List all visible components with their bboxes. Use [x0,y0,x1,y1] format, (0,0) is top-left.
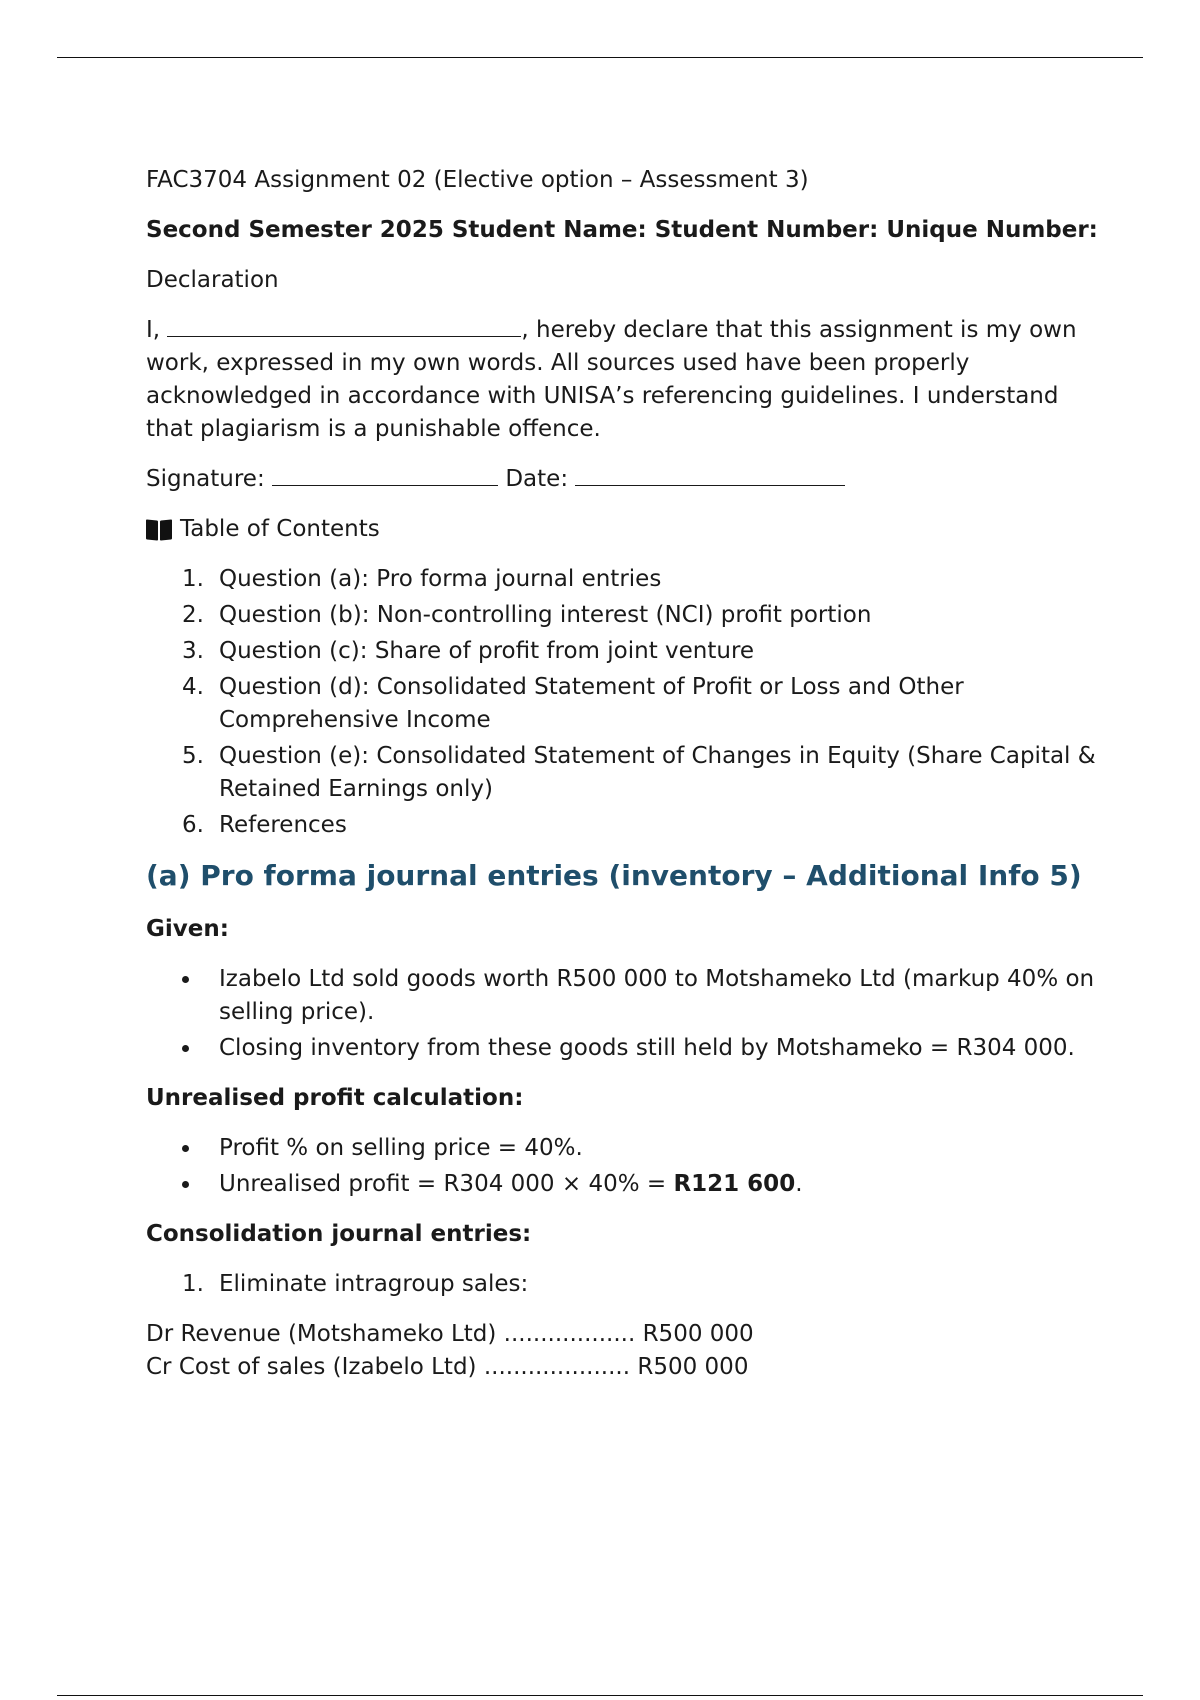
list-item [146,1132,1106,1165]
signature-blank-line[interactable] [272,463,498,486]
given-list [146,963,1106,1065]
unrealised-profit-list [146,1132,1106,1201]
bullet-icon [182,1045,189,1052]
toc-item-label: Question (b): Non-controlling interest (NCI) profit portion [219,602,872,628]
toc-item-label: References [219,812,347,838]
toc-item-label: Question (d): Consolidated Statement of Profit or Loss and Other Comprehensive Income [219,674,964,733]
toc-item-label: Question (c): Share of profit from joint venture [219,638,755,664]
list-item [146,1268,1106,1301]
date-blank-line[interactable] [575,463,845,486]
signature-line [146,463,1106,496]
formula-end: . [795,1171,803,1197]
course-title: FAC3704 Assignment 02 (Elective option – Assessment 3) [146,167,809,193]
toc-item[interactable] [146,635,1106,668]
toc-item[interactable] [146,809,1106,842]
list-item [146,963,1106,1029]
unrealised-formula: Unrealised profit = R304 000 × 40% = [219,1171,674,1197]
open-book-icon [146,520,172,540]
toc-item[interactable] [146,563,1106,596]
declaration-prefix: I, [146,317,168,343]
top-rule [57,57,1143,58]
signature-label: Signature: [146,466,273,492]
date-label: Date: [498,466,576,492]
journal-entries-heading: Consolidation journal entries: [146,1221,532,1247]
toc-heading-label: Table of Contents [180,516,380,542]
list-item [146,1168,1106,1201]
toc-list [146,563,1106,842]
bottom-rule [57,1695,1143,1696]
toc-item-label: Question (a): Pro forma journal entries [219,566,662,592]
list-item-text: Profit % on selling price = 40%. [219,1135,583,1161]
toc-heading [146,513,1106,546]
toc-item-number: 5. [182,743,204,769]
toc-item-number: 3. [182,638,204,664]
bullet-icon [182,1145,189,1152]
unrealised-profit-heading: Unrealised profit calculation: [146,1085,524,1111]
toc-item-label: Question (e): Consolidated Statement of Changes in Equity (Share Capital & Retained Earnings only) [219,743,1096,802]
semester-student-line: Second Semester 2025 Student Name: Student Number: Unique Number: [146,217,1098,243]
unrealised-profit-amount: R121 600 [673,1171,796,1197]
list-item [146,1032,1106,1065]
journal-line-credit: Cr Cost of sales (Izabelo Ltd) .................... R500 000 [146,1354,749,1380]
step-label: Eliminate intragroup sales: [219,1271,529,1297]
toc-item-number: 6. [182,812,204,838]
toc-item[interactable] [146,599,1106,632]
document-page [146,164,1106,1384]
name-blank-line[interactable] [167,314,521,337]
toc-item[interactable] [146,740,1106,806]
given-heading: Given: [146,916,229,942]
list-item-text: Closing inventory from these goods still held by Motshameko = R304 000. [219,1035,1075,1061]
toc-item[interactable] [146,671,1106,737]
journal-steps-list [146,1268,1106,1301]
toc-item-number: 1. [182,566,204,592]
declaration-heading: Declaration [146,267,279,293]
journal-line-debit: Dr Revenue (Motshameko Ltd) .................. R500 000 [146,1321,754,1347]
step-number: 1. [182,1271,204,1297]
bullet-icon [182,976,189,983]
declaration-text: , hereby declare that this assignment is my own work, expressed in my own words. All sources used have been properly acknowledged in accordance with UNISA’s referencing guidelines. I understand that plagiarism is a punishable offence. [146,317,1077,442]
toc-item-number: 2. [182,602,204,628]
section-a-heading: (a) Pro forma journal entries (inventory – Additional Info 5) [146,859,1082,892]
list-item-text: Izabelo Ltd sold goods worth R500 000 to Motshameko Ltd (markup 40% on selling price). [219,966,1095,1025]
declaration-paragraph [146,314,1106,446]
bullet-icon [182,1181,189,1188]
toc-item-number: 4. [182,674,204,700]
